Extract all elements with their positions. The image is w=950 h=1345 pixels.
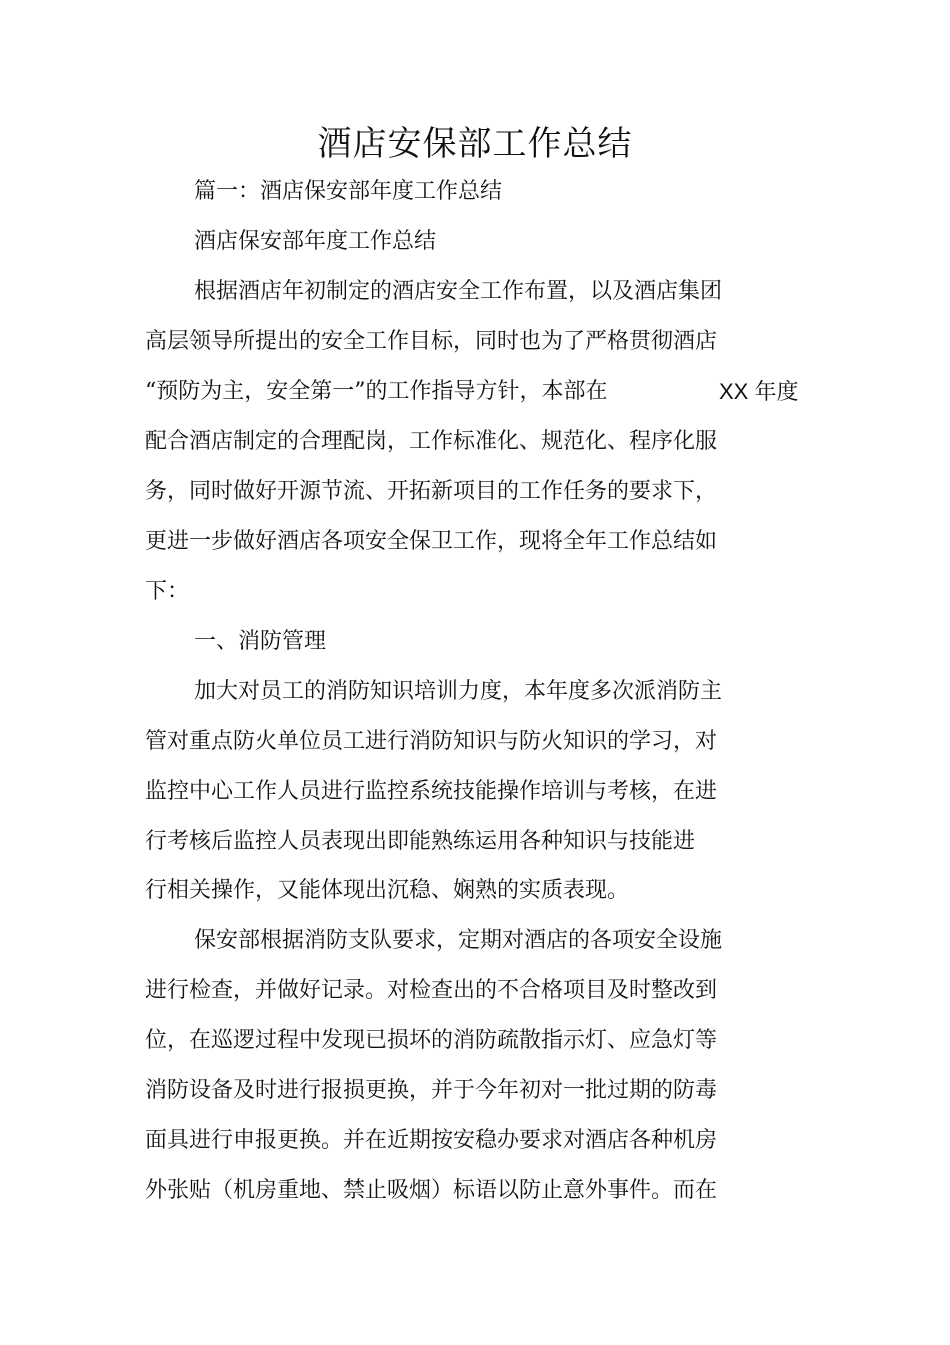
paragraph-line: 务，同时做好开源节流、开拓新项目的工作任务的要求下， [145, 479, 718, 504]
paragraph-line: 面具进行申报更换。并在近期按安稳办要求对酒店各种机房 [145, 1128, 718, 1153]
paragraph-line: 外张贴（机房重地、禁止吸烟）标语以防止意外事件。而在 [145, 1178, 718, 1203]
article-heading: 篇一：酒店保安部年度工作总结 [194, 179, 503, 204]
paragraph-line: 行考核后监控人员表现出即能熟练运用各种知识与技能进 [145, 829, 696, 854]
document-title: 酒店安保部工作总结 [317, 124, 633, 164]
paragraph-line: 管对重点防火单位员工进行消防知识与防火知识的学习，对 [145, 729, 718, 754]
section-subtitle: 酒店保安部年度工作总结 [194, 229, 437, 254]
section-heading-fire-management: 一、消防管理 [194, 629, 327, 654]
paragraph-line: 行相关操作，又能体现出沉稳、娴熟的实质表现。 [145, 878, 630, 903]
paragraph-line: 监控中心工作人员进行监控系统技能操作培训与考核，在进 [145, 779, 718, 804]
paragraph-line: 进行检查，并做好记录。对检查出的不合格项目及时整改到 [145, 978, 718, 1003]
paragraph-line: 根据酒店年初制定的酒店安全工作布置，以及酒店集团 [194, 279, 723, 304]
paragraph-line: 保安部根据消防支队要求，定期对酒店的各项安全设施 [194, 928, 723, 953]
paragraph-line: 消防设备及时进行报损更换，并于今年初对一批过期的防毒 [145, 1078, 718, 1103]
year-fragment: XX 年度 [719, 379, 799, 404]
paragraph-line: 下： [145, 579, 190, 604]
paragraph-line: 位，在巡逻过程中发现已损坏的消防疏散指示灯、应急灯等 [145, 1028, 718, 1053]
paragraph-line: 配合酒店制定的合理配岗，工作标准化、规范化、程序化服 [145, 429, 718, 454]
paragraph-line: 高层领导所提出的安全工作目标，同时也为了严格贯彻酒店 [145, 329, 718, 354]
paragraph-line: 更进一步做好酒店各项安全保卫工作，现将全年工作总结如 [145, 529, 718, 554]
paragraph-line: 加大对员工的消防知识培训力度，本年度多次派消防主 [194, 679, 723, 704]
paragraph-line: “预防为主，安全第一”的工作指导方针，本部在 [145, 379, 608, 404]
